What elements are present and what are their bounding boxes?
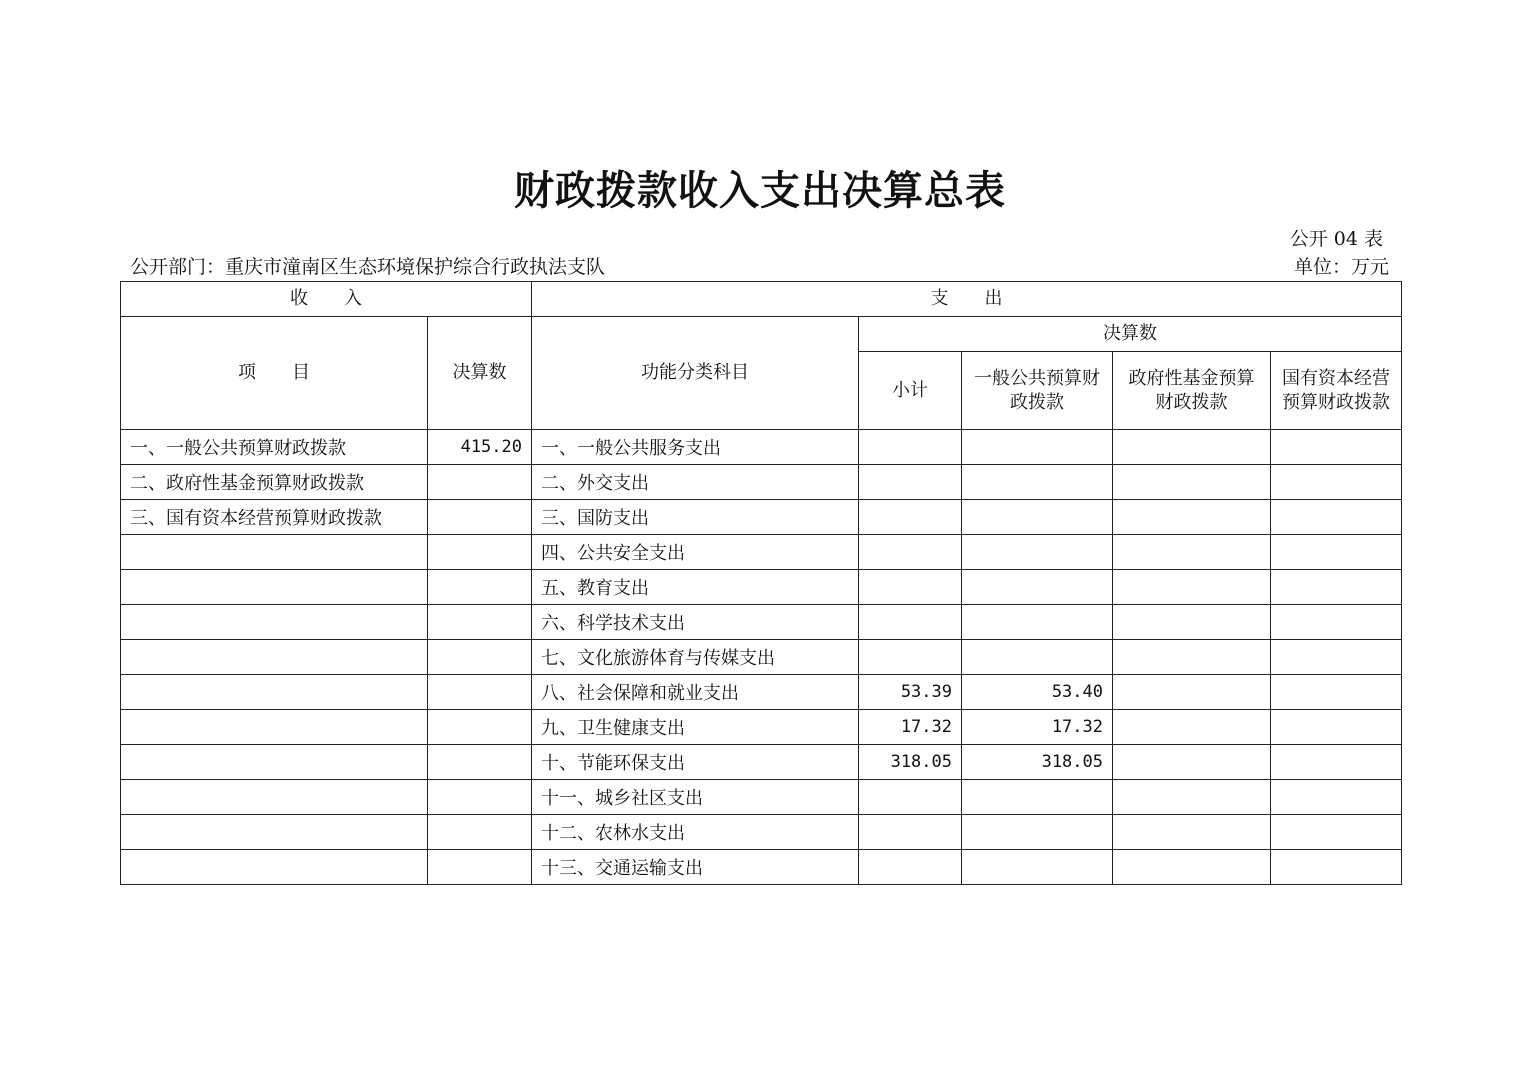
expense-item-cell: 九、卫生健康支出 <box>532 710 859 745</box>
gov-fund-cell <box>1113 815 1271 850</box>
subtotal-cell <box>859 780 962 815</box>
gov-fund-cell <box>1113 710 1271 745</box>
state-capital-cell <box>1271 535 1402 570</box>
gov-fund-cell <box>1113 500 1271 535</box>
table-row <box>121 640 1402 675</box>
state-capital-cell <box>1271 815 1402 850</box>
subtotal-cell <box>859 465 962 500</box>
expense-item-cell: 四、公共安全支出 <box>532 535 859 570</box>
income-item-cell <box>121 850 428 885</box>
gov-fund-cell <box>1113 430 1271 465</box>
final-amount-header: 决算数 <box>859 317 1402 352</box>
subtotal-cell <box>859 430 962 465</box>
expense-item-cell: 三、国防支出 <box>532 500 859 535</box>
state-capital-header: 国有资本经营预算财政拨款 <box>1271 352 1402 430</box>
state-capital-cell <box>1271 675 1402 710</box>
gov-fund-cell <box>1113 745 1271 780</box>
expense-item-cell: 七、文化旅游体育与传媒支出 <box>532 640 859 675</box>
income-amount-cell <box>428 535 532 570</box>
general-public-cell <box>962 570 1113 605</box>
gov-fund-cell <box>1113 570 1271 605</box>
table-row <box>121 815 1402 850</box>
income-amount-cell <box>428 500 532 535</box>
expense-item-cell: 十、节能环保支出 <box>532 745 859 780</box>
gov-fund-cell <box>1113 535 1271 570</box>
expense-item-cell: 六、科学技术支出 <box>532 605 859 640</box>
income-item-cell <box>121 605 428 640</box>
income-amount-cell <box>428 850 532 885</box>
state-capital-cell <box>1271 605 1402 640</box>
state-capital-cell <box>1271 850 1402 885</box>
income-item-cell <box>121 780 428 815</box>
table-row <box>121 850 1402 885</box>
table-row <box>121 710 1402 745</box>
subtotal-cell <box>859 500 962 535</box>
item-header: 项 目 <box>121 317 428 430</box>
income-amount-cell <box>428 745 532 780</box>
income-amount-cell <box>428 640 532 675</box>
income-item-cell <box>121 640 428 675</box>
income-item-cell <box>121 815 428 850</box>
subtotal-header: 小计 <box>859 352 962 430</box>
general-public-cell <box>962 780 1113 815</box>
income-item-cell <box>121 745 428 780</box>
income-item-cell <box>121 570 428 605</box>
general-public-cell <box>962 500 1113 535</box>
income-amount-cell: 415.20 <box>428 430 532 465</box>
expense-header: 支 出 <box>532 282 1402 317</box>
expense-item-cell: 十一、城乡社区支出 <box>532 780 859 815</box>
state-capital-cell <box>1271 570 1402 605</box>
state-capital-cell <box>1271 745 1402 780</box>
gov-fund-cell <box>1113 640 1271 675</box>
expense-item-cell: 十三、交通运输支出 <box>532 850 859 885</box>
table-row <box>121 605 1402 640</box>
general-public-cell <box>962 605 1113 640</box>
department-label: 公开部门：重庆市潼南区生态环境保护综合行政执法支队 <box>130 256 606 278</box>
state-capital-cell <box>1271 780 1402 815</box>
general-public-cell <box>962 430 1113 465</box>
unit-label: 单位：万元 <box>1293 256 1389 278</box>
amount-header: 决算数 <box>428 317 532 430</box>
general-public-header: 一般公共预算财政拨款 <box>962 352 1113 430</box>
table-row <box>121 675 1402 710</box>
state-capital-cell <box>1271 500 1402 535</box>
subtotal-cell: 318.05 <box>859 745 962 780</box>
income-header: 收 入 <box>121 282 532 317</box>
table-row <box>121 430 1402 465</box>
general-public-cell <box>962 640 1113 675</box>
expense-item-cell: 五、教育支出 <box>532 570 859 605</box>
table-row <box>121 570 1402 605</box>
income-item-cell: 三、国有资本经营预算财政拨款 <box>121 500 428 535</box>
income-item-cell <box>121 535 428 570</box>
final-accounts-table <box>120 281 1402 885</box>
expense-item-cell: 八、社会保障和就业支出 <box>532 675 859 710</box>
general-public-cell: 53.40 <box>962 675 1113 710</box>
subtotal-cell <box>859 850 962 885</box>
subtotal-cell <box>859 605 962 640</box>
general-public-cell <box>962 850 1113 885</box>
income-amount-cell <box>428 605 532 640</box>
gov-fund-cell <box>1113 850 1271 885</box>
gov-fund-cell <box>1113 675 1271 710</box>
state-capital-cell <box>1271 710 1402 745</box>
subtotal-cell <box>859 570 962 605</box>
state-capital-cell <box>1271 640 1402 675</box>
gov-fund-cell <box>1113 465 1271 500</box>
income-item-cell <box>121 675 428 710</box>
subtotal-cell: 17.32 <box>859 710 962 745</box>
state-capital-cell <box>1271 465 1402 500</box>
table-row <box>121 780 1402 815</box>
state-capital-cell <box>1271 430 1402 465</box>
general-public-cell <box>962 535 1113 570</box>
expense-item-cell: 一、一般公共服务支出 <box>532 430 859 465</box>
income-amount-cell <box>428 675 532 710</box>
expense-item-cell: 二、外交支出 <box>532 465 859 500</box>
income-amount-cell <box>428 780 532 815</box>
income-item-cell: 一、一般公共预算财政拨款 <box>121 430 428 465</box>
table-row <box>121 500 1402 535</box>
table-row <box>121 745 1402 780</box>
expense-item-cell: 十二、农林水支出 <box>532 815 859 850</box>
table-row <box>121 535 1402 570</box>
table-body <box>121 430 1402 885</box>
income-amount-cell <box>428 815 532 850</box>
income-item-cell <box>121 710 428 745</box>
income-item-cell: 二、政府性基金预算财政拨款 <box>121 465 428 500</box>
table-number: 公开 04 表 <box>1289 228 1383 250</box>
general-public-cell <box>962 465 1113 500</box>
subtotal-cell <box>859 535 962 570</box>
income-amount-cell <box>428 710 532 745</box>
function-category-header: 功能分类科目 <box>532 317 859 430</box>
subtotal-cell <box>859 815 962 850</box>
income-amount-cell <box>428 570 532 605</box>
general-public-cell: 318.05 <box>962 745 1113 780</box>
general-public-cell <box>962 815 1113 850</box>
general-public-cell: 17.32 <box>962 710 1113 745</box>
gov-fund-header: 政府性基金预算财政拨款 <box>1113 352 1271 430</box>
page-title: 财政拨款收入支出决算总表 <box>514 167 1006 214</box>
income-amount-cell <box>428 465 532 500</box>
table-row <box>121 465 1402 500</box>
gov-fund-cell <box>1113 605 1271 640</box>
gov-fund-cell <box>1113 780 1271 815</box>
subtotal-cell <box>859 640 962 675</box>
subtotal-cell: 53.39 <box>859 675 962 710</box>
